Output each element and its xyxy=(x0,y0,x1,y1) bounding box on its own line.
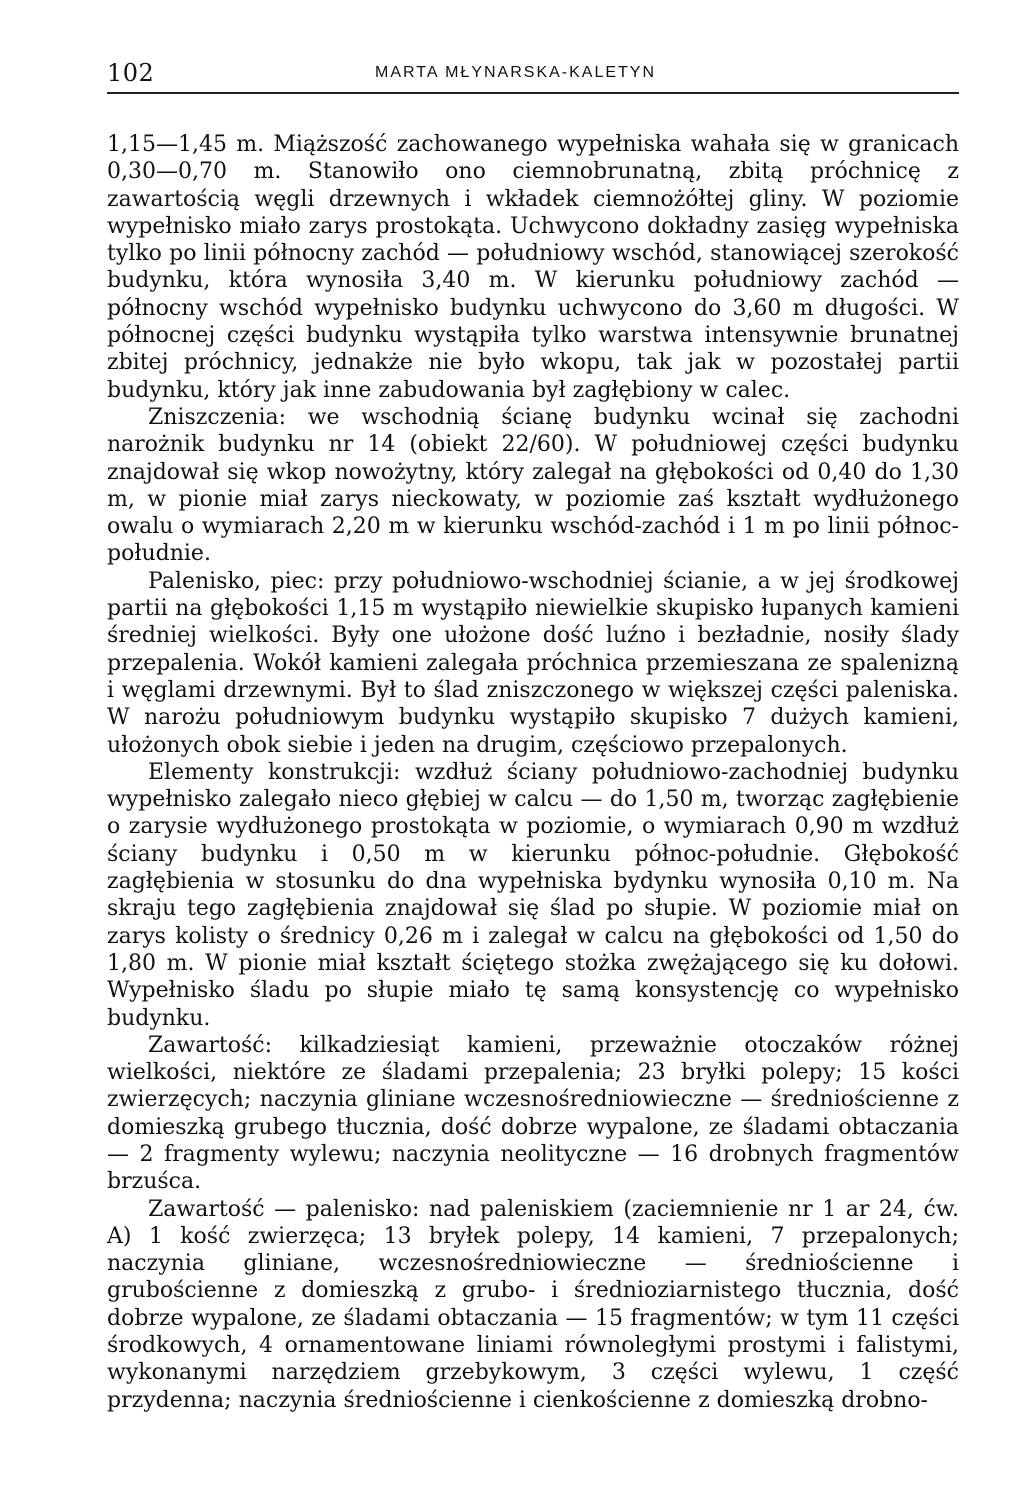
page-header xyxy=(107,58,959,94)
running-head-author: MARTA MŁYNARSKA-KALETYN xyxy=(375,64,657,81)
paragraph-zawartosc: Zawartość: kilkadziesiąt kamieni, przeważnie otoczaków różnej wielkości, niektóre ze śladami przepalenia; 23 bryłki polepy; 15 kości zwierzęcych; naczynia gliniane wczesnośredniowieczne — średniościenne z domieszką grubego tłucznia, dość dobrze wypalone, ze śladami obtaczania — 2 fragmenty wylewu; naczynia neolityczne — 16 drobnych fragmentów brzuśca. xyxy=(107,1032,959,1195)
paragraph-continuation: 1,15—1,45 m. Miąższość zachowanego wypełniska wahała się w granicach 0,30—0,70 m. Stanowiło ono ciemnobrunatną, zbitą próchnicę z zawartością węgli drzewnych i wkładek ciemnożółtej gliny. W poziomie wypełnisko miało zarys prostokąta. Uchwycono dokładny zasięg wypełniska tylko po linii północny zachód — południowy wschód, stanowiącej szerokość budynku, która wynosiła 3,40 m. W kierunku południowy zachód — północny wschód wypełnisko budynku uchwycono do 3,60 m długości. W północnej części budynku wystąpiła tylko warstwa intensywnie brunatnej zbitej próchnicy, jednakże nie było wkopu, tak jak w pozostałej partii budynku, który jak inne zabudowania był zagłębiony w calec. xyxy=(107,132,959,403)
book-page xyxy=(107,58,959,1414)
paragraph-elementy-konstrukcji: Elementy konstrukcji: wzdłuż ściany południowo-zachodniej budynku wypełnisko zalegało nieco głębiej w calcu — do 1,50 m, tworząc zagłębienie o zarysie wydłużonego prostokąta w poziomie, o wymiarach 0,90 m wzdłuż ściany budynku i 0,50 m w kierunku północ-południe. Głębokość zagłębienia w stosunku do dna wypełniska bydynku wynosiła 0,10 m. Na skraju tego zagłębienia znajdował się ślad po słupie. W poziomie miał on zarys kolisty o średnicy 0,26 m i zalegał w calcu na głębokości od 1,50 do 1,80 m. W pionie miał kształt ściętego stożka zwężającego się ku dołowi. Wypełnisko śladu po słupie miało tę samą konsystencję co wypełnisko budynku. xyxy=(107,759,959,1031)
paragraph-zniszczenia: Zniszczenia: we wschodnią ścianę budynku wcinał się zachodni narożnik budynku nr 14 (obiekt 22/60). W południowej części budynku znajdował się wkop nowożytny, który zalegał na głębokości od 0,40 do 1,30 m, w pionie miał zarys nieckowaty, w poziomie zaś kształt wydłużonego owalu o wymiarach 2,20 m w kierunku wschód-zachód i 1 m po linii północ-południe. xyxy=(107,404,959,567)
paragraph-zawartosc-palenisko: Zawartość — palenisko: nad paleniskiem (zaciemnienie nr 1 ar 24, ćw. A) 1 kość zwierzęca; 13 bryłek polepy, 14 kamieni, 7 przepalonych; naczynia gliniane, wczesnośredniowieczne — średniościenne i grubościenne z domieszką z grubo- i średnioziarnistego tłucznia, dość dobrze wypalone, ze śladami obtaczania — 15 fragmentów; w tym 11 części środkowych, 4 ornamentowane liniami równoległymi prostymi i falistymi, wykonanymi narzędziem grzebykowym, 3 części wylewu, 1 część przydenna; naczynia średniościenne i cienkościenne z domieszką drobno- xyxy=(107,1196,959,1413)
paragraph-palenisko: Palenisko, piec: przy południowo-wschodniej ścianie, a w jej środkowej partii na głębokości 1,15 m wystąpiło niewielkie skupisko łupanych kamieni średniej wielkości. Były one ułożone dość luźno i bezładnie, nosiły ślady przepalenia. Wokół kamieni zalegała próchnica przemieszana ze spalenizną i węglami drzewnymi. Był to ślad zniszczonego w większej części paleniska. W narożu południowym budynku wystąpiło skupisko 7 dużych kamieni, ułożonych obok siebie i jeden na drugim, częściowo przepalonych. xyxy=(107,568,959,758)
page-number: 102 xyxy=(107,59,155,87)
body-text xyxy=(107,131,959,1414)
